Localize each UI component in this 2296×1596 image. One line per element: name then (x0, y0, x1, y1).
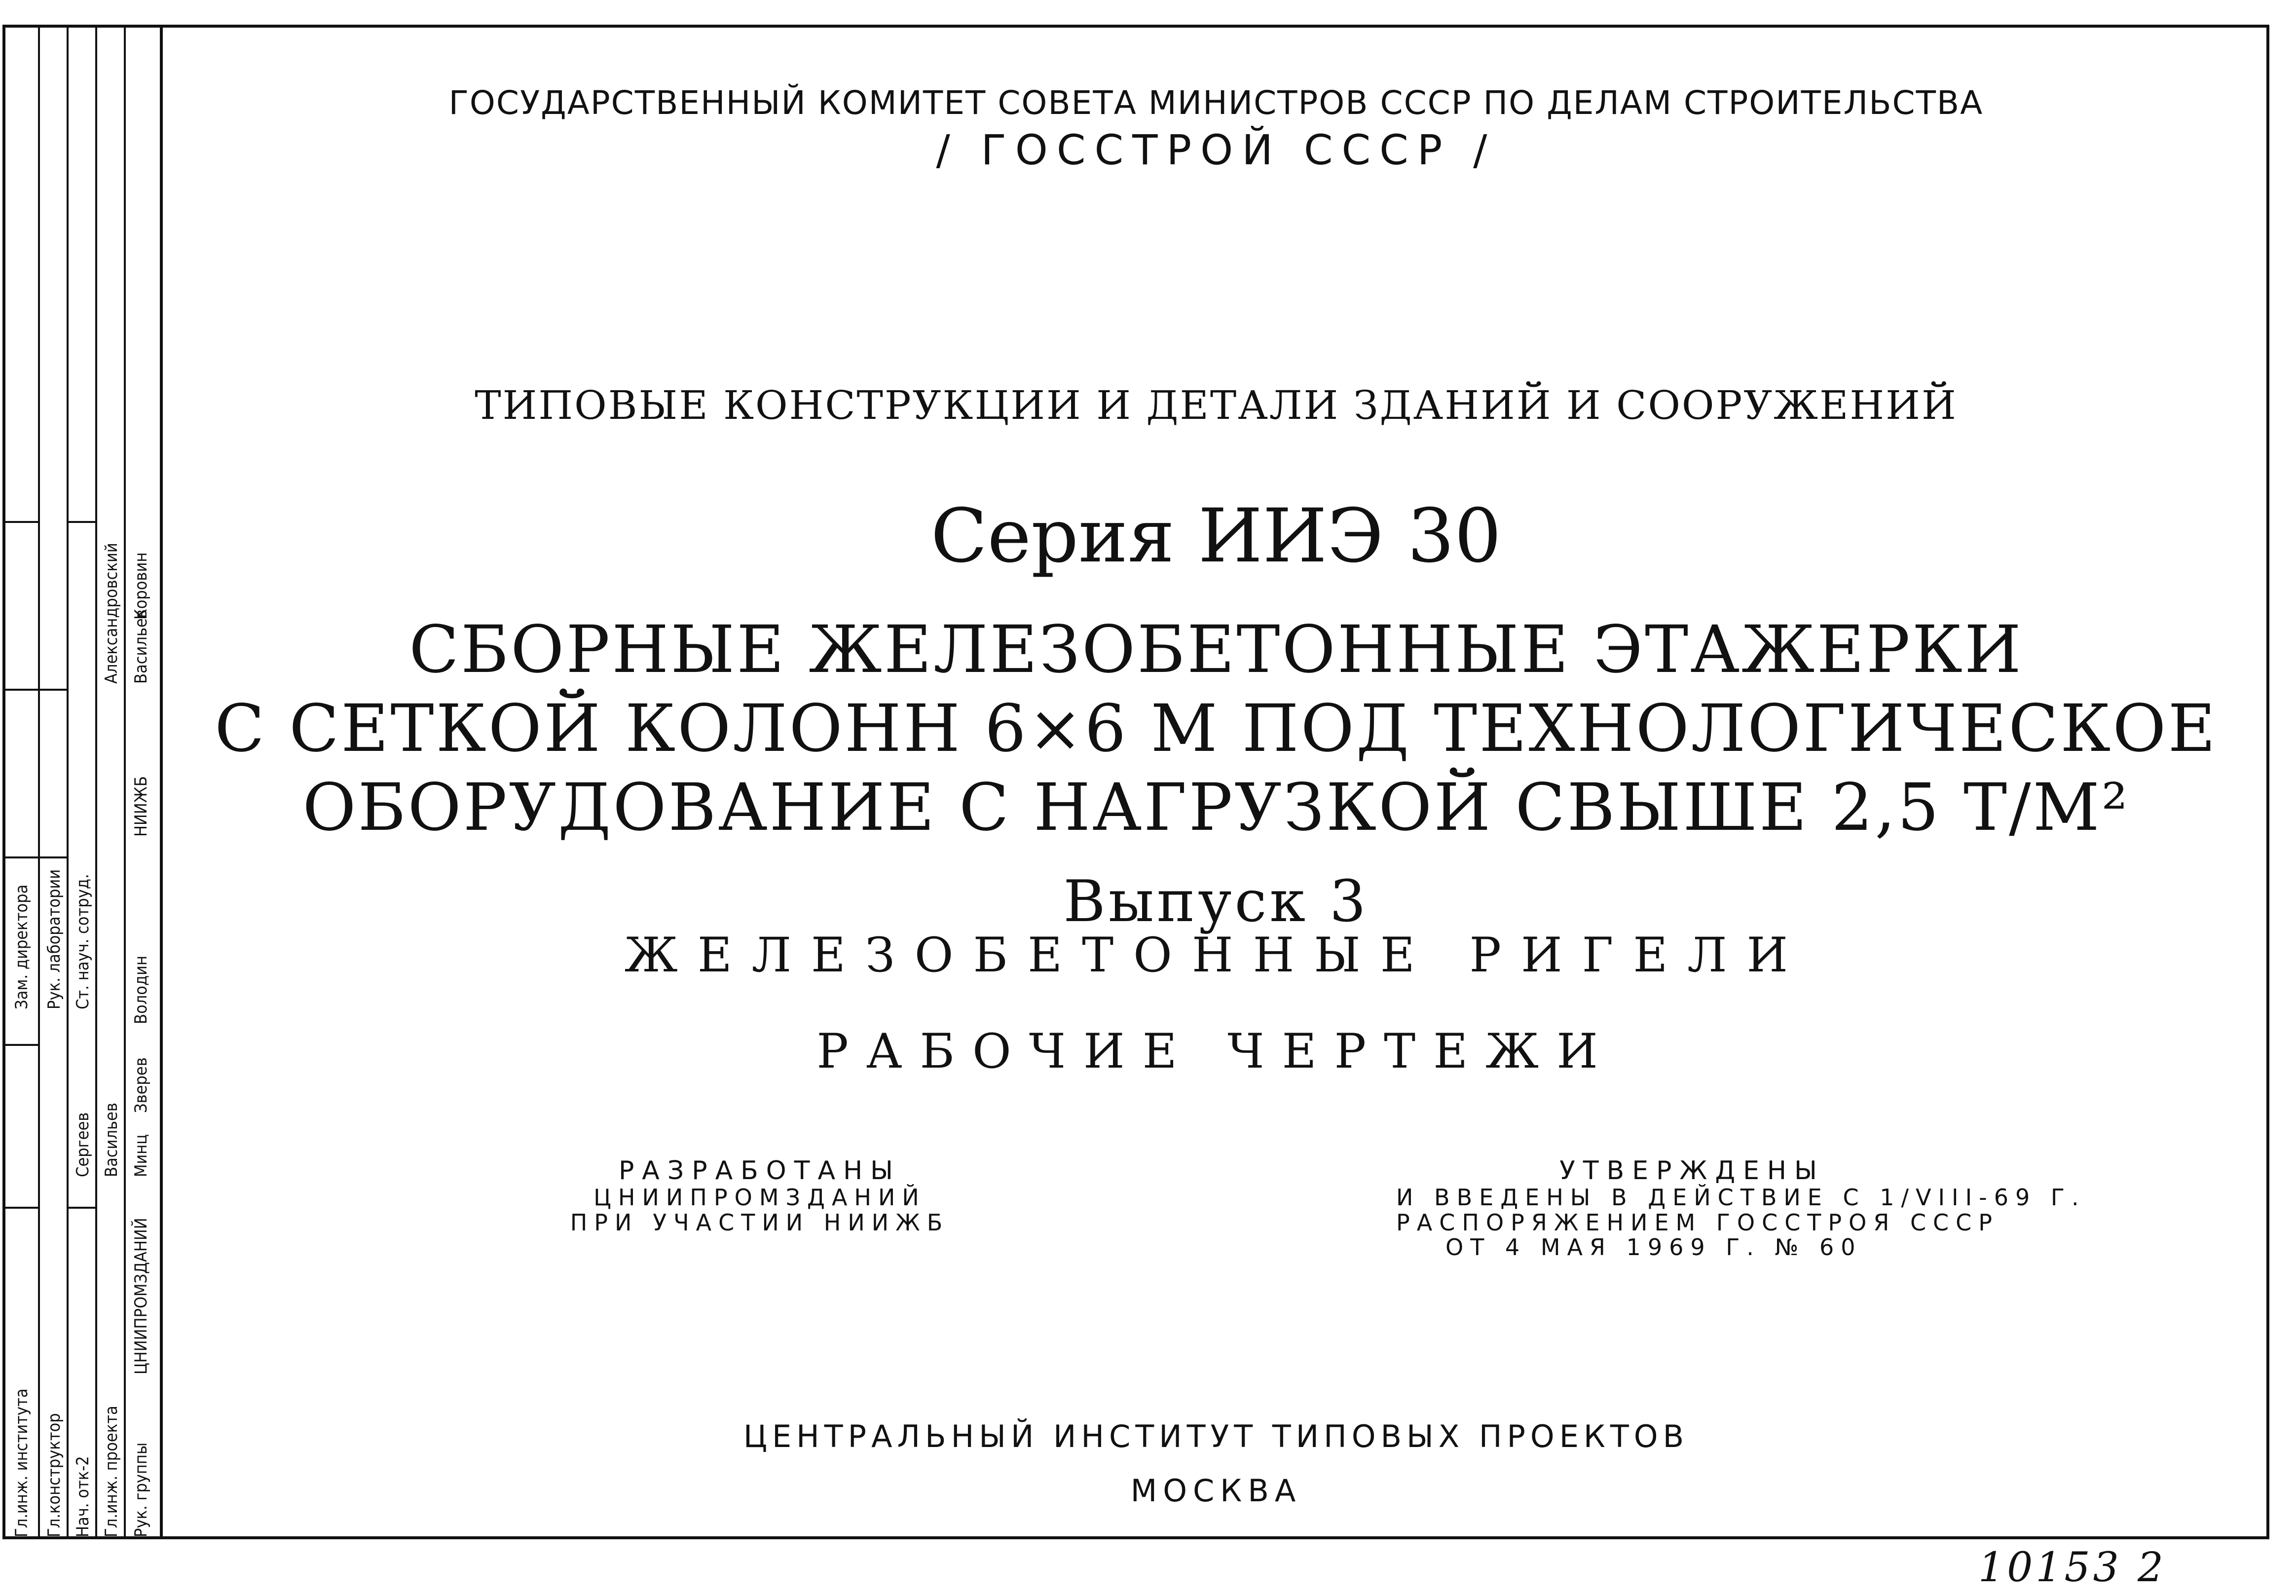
approved-block (1396, 1157, 2136, 1260)
city-footer: МОСКВА (1130, 1473, 1302, 1509)
stamp-role-2: Гл.конструктор (44, 1413, 64, 1537)
developed-org: ЦНИИПРОМЗДАНИЙ (593, 1184, 926, 1211)
stamp-role-org2-1: Зам. директора (12, 884, 32, 1009)
series-title: Серия ИИЭ 30 (930, 493, 1502, 579)
stamp-role-3: Нач. отк-2 (73, 1456, 93, 1537)
title-line-1: СБОРНЫЕ ЖЕЛЕЗОБЕТОННЫЕ ЭТАЖЕРКИ (409, 612, 2023, 688)
stamp-name-3: Минц (131, 1134, 151, 1177)
stamp-role-1: Гл.инж. института (12, 1388, 32, 1537)
developed-with: ПРИ УЧАСТИИ НИИЖБ (570, 1209, 950, 1236)
stamp-col-4 (97, 28, 126, 1536)
stamp-org-2: НИИЖБ (131, 776, 151, 837)
stamp-name-org2-1: Александровский (102, 543, 121, 684)
issue-number: Выпуск 3 (1063, 868, 1369, 935)
issue-title: ЖЕЛЕЗОБЕТОННЫЕ РИГЕЛИ (624, 928, 1808, 983)
stamp-role-org2-3: Ст. науч. сотруд. (73, 874, 93, 1009)
committee-heading: ГОСУДАРСТВЕННЫЙ КОМИТЕТ СОВЕТА МИНИСТРОВ СССР ПО ДЕЛАМ СТРОИТЕЛЬСТВА (448, 84, 1984, 122)
typical-constructions-heading: ТИПОВЫЕ КОНСТРУКЦИИ И ДЕТАЛИ ЗДАНИЙ И СООРУЖЕНИЙ (475, 382, 1958, 428)
stamp-role-org2-2: Рук. лаборатории (44, 869, 64, 1009)
stamp-name-org2-3: Коровин (131, 552, 151, 620)
side-stamp (2, 25, 163, 1539)
working-drawings-label: РАБОЧИЕ ЧЕРТЕЖИ (816, 1024, 1616, 1079)
gosstroy-heading: / ГОССТРОЙ СССР / (936, 126, 1496, 174)
developed-label: РАЗРАБОТАНЫ (618, 1156, 901, 1186)
stamp-name-4: Володин (131, 956, 151, 1024)
title-line-3: ОБОРУДОВАНИЕ С НАГРУЗКОЙ СВЫШЕ 2,5 Т/М² (302, 770, 2130, 846)
document-number: 10153 2 (1978, 1544, 2167, 1591)
stamp-col-3 (69, 28, 97, 1536)
stamp-role-4: Гл.инж. проекта (102, 1406, 121, 1537)
approved-label: УТВЕРЖДЕНЫ (1559, 1156, 1825, 1186)
stamp-col-5 (126, 28, 160, 1536)
stamp-name-2: Васильев (102, 1103, 121, 1177)
stamp-col-2 (40, 28, 69, 1536)
stamp-role-5: Рук. группы (131, 1442, 151, 1537)
stamp-org-1: ЦНИИПРОМЗДАНИЙ (131, 1218, 151, 1374)
approved-line-3: ОТ 4 МАЯ 1969 Г. № 60 (1445, 1234, 1862, 1261)
stamp-name-5: Зверев (131, 1057, 151, 1113)
approved-line-2: РАСПОРЯЖЕНИЕМ ГОССТРОЯ СССР (1396, 1209, 2000, 1236)
stamp-name-org2-2: Васильев (131, 609, 151, 684)
approved-line-1: И ВВЕДЕНЫ В ДЕЙСТВИЕ С 1/VIII-69 Г. (1396, 1184, 2086, 1211)
stamp-name-1: Сергеев (73, 1112, 93, 1177)
institute-footer: ЦЕНТРАЛЬНЫЙ ИНСТИТУТ ТИПОВЫХ ПРОЕКТОВ (743, 1418, 1689, 1454)
developed-block (557, 1157, 962, 1235)
title-line-2: С СЕТКОЙ КОЛОНН 6×6 М ПОД ТЕХНОЛОГИЧЕСКОЕ (215, 691, 2218, 767)
stamp-col-roles (5, 28, 40, 1536)
